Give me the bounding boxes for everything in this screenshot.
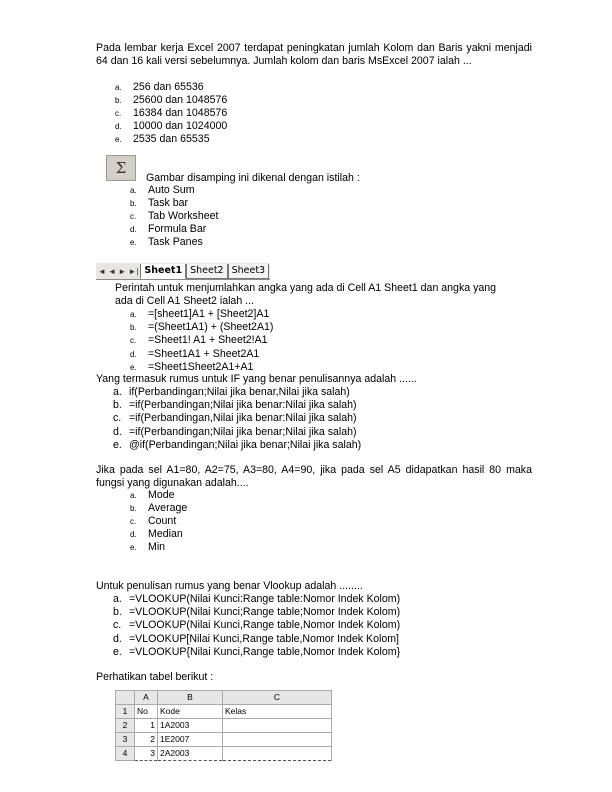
q6-option-b [113,606,400,619]
q5-option-d [130,528,187,541]
option-text: =VLOOKUP[Nilai Kunci,Range table,Nomor Indek Kolom] [129,632,399,645]
q1-option-c [115,107,227,120]
option-text: Auto Sum [148,184,195,196]
question-5-text: Jika pada sel A1=80, A2=75, A3=80, A4=90, jika pada sel A5 didapatkan hasil 80 maka fungsi yang digunakan adalah.... [96,464,532,489]
option-text: 25600 dan 1048576 [133,94,228,106]
table-cell [223,733,332,747]
question-4-options [113,386,361,452]
q1-option-b [115,94,227,107]
table-cell [223,719,332,733]
question-2-options [130,184,218,249]
option-text: =[sheet1]A1 + [Sheet2]A1 [148,308,270,320]
column-header: B [158,691,223,705]
option-letter: a. [113,593,122,605]
spreadsheet-table-image [115,690,332,761]
sheet-tab-3: Sheet3 [228,264,270,279]
option-text: =(Sheet1A1) + (Sheet2A1) [148,321,274,334]
option-letter: a. [113,386,122,398]
table-row [116,719,332,733]
table-cell: 3 [135,747,158,761]
option-letter: c. [130,336,137,346]
question-6-options [113,593,400,659]
option-text: =if(Perbandingan;Nilai jika benar:Nilai jika salah) [129,399,357,412]
question-3-options [130,308,273,374]
option-letter: b. [130,199,137,208]
row-header: 3 [116,733,135,747]
question-2-text: Gambar disamping ini dikenal dengan istilah : [146,172,360,184]
option-text: Median [148,528,183,540]
option-text: Formula Bar [148,223,207,235]
option-letter: d. [130,530,137,539]
q3-option-d [130,348,273,361]
option-letter: e. [115,135,122,144]
option-text: @if(Perbandingan;Nilai jika benar;Nilai jika salah) [129,438,362,451]
sheet-nav-arrows-icon: ◄ ◄ ► ►| [98,266,139,276]
option-text: =VLOOKUP{Nilai Kunci,Range table,Nomor Indek Kolom} [129,645,401,658]
option-text: =VLOOKUP(Nilai Kunci:Range table:Nomor Indek Kolom) [129,593,401,605]
q4-option-a [113,386,361,399]
question-4-text: Yang termasuk rumus untuk IF yang benar penulisannya adalah ...... [96,373,417,385]
option-letter: e. [113,438,122,451]
q3-option-c [130,334,273,347]
q1-option-a [115,81,227,94]
option-letter: d. [113,425,122,438]
option-text: Count [148,515,177,527]
q6-option-c [113,619,400,632]
table-cell: Kelas [223,705,332,719]
q4-option-e [113,439,361,452]
option-letter: c. [130,212,137,221]
option-letter: c. [113,619,122,632]
q4-option-b [113,399,361,412]
option-letter: d. [130,349,137,359]
q1-option-e [115,133,227,146]
option-letter: d. [130,225,137,234]
option-letter: a. [130,491,137,500]
q6-option-a [113,593,400,606]
question-7-text: Perhatikan tabel berikut : [96,671,214,683]
option-text: Tab Worksheet [148,210,219,222]
row-header: 1 [116,705,135,719]
option-letter: d. [113,632,122,645]
q2-option-c [130,210,218,223]
option-text: =if(Perbandingan;Nilai jika benar;Nilai jika salah) [129,425,357,438]
table-row [116,705,332,719]
q5-option-c [130,515,187,528]
option-letter: c. [113,412,122,425]
q2-option-b [130,197,218,210]
option-text: Min [148,541,166,553]
option-text: =VLOOKUP(Nilai Kunci;Range table;Nomor Indek Kolom) [129,606,401,619]
table-cell: 1E2007 [158,733,223,747]
table-cell: 2 [135,733,158,747]
column-header: A [135,691,158,705]
table-cell: No [135,705,158,719]
question-1-text: Pada lembar kerja Excel 2007 terdapat peningkatan jumlah Kolom dan Baris yakni menjadi 64 dan 16 kali versi sebelumnya. Jumlah kolom dan baris MsExcel 2007 ialah ... [96,42,532,67]
option-letter: a. [115,83,122,92]
option-letter: a. [130,310,137,319]
q4-option-c [113,412,361,425]
column-header: C [223,691,332,705]
question-5-options [130,489,187,554]
q2-option-d [130,223,218,236]
option-text: 10000 dan 1024000 [133,120,228,132]
option-text: =VLOOKUP(Nilai Kunci,Range table,Nomor Indek Kolom) [129,619,401,632]
option-letter: d. [115,122,122,131]
option-text: 256 dan 65536 [133,81,204,93]
row-header: 2 [116,719,135,733]
option-letter: e. [130,238,137,247]
table-cell: Kode [158,705,223,719]
q1-option-d [115,120,227,133]
q2-option-a [130,184,218,197]
option-letter: a. [130,186,137,195]
question-1-options [115,81,227,146]
question-3-text-line-1: Perintah untuk menjumlahkan angka yang ada di Cell A1 Sheet1 dan angka yang [115,282,497,294]
q5-option-e [130,541,187,554]
q3-option-b [130,321,273,334]
q5-option-a [130,489,187,502]
option-text: Task bar [148,197,189,209]
option-text: =if(Perbandingan,Nilai jika benar:Nilai jika salah) [129,412,357,425]
option-letter: c. [130,517,137,526]
table-cell: 1A2003 [158,719,223,733]
question-6-text: Untuk penulisan rumus yang benar Vlookup adalah ........ [96,580,363,592]
autosum-sigma-icon: Σ [106,155,136,181]
q4-option-d [113,426,361,439]
option-text: 2535 dan 65535 [133,133,210,145]
sheet-tabs-image [96,263,270,280]
option-text: =Sheet1A1 + Sheet2A1 [148,347,260,360]
option-letter: b. [115,96,122,105]
q6-option-d [113,633,400,646]
table-row [116,733,332,747]
option-text: Average [148,502,188,514]
option-text: 16384 dan 1048576 [133,107,228,119]
table-row [116,747,332,761]
column-header [116,691,135,705]
option-letter: b. [113,606,122,619]
q5-option-b [130,502,187,515]
option-letter: c. [115,109,122,118]
q3-option-e [130,361,273,374]
option-letter: b. [130,323,137,333]
option-letter: b. [130,504,137,513]
option-text: Task Panes [148,236,203,248]
option-text: Mode [148,489,175,501]
sheet-tab-1: Sheet1 [140,264,186,279]
table-cell [223,747,332,761]
table-cell: 1 [135,719,158,733]
question-3-text-line-2: ada di Cell A1 Sheet2 ialah ... [115,295,254,307]
q2-option-e [130,236,218,249]
option-letter: e. [130,362,137,372]
row-header: 4 [116,747,135,761]
sheet-tab-2: Sheet2 [186,264,228,279]
option-letter: e. [130,543,137,552]
option-text: =Sheet1! A1 + Sheet2!A1 [148,334,268,347]
option-text: if(Perbandingan;Nilai jika benar,Nilai jika salah) [129,386,350,398]
q6-option-e [113,646,400,659]
option-text: =Sheet1Sheet2A1+A1 [148,360,254,373]
option-letter: e. [113,645,122,658]
option-letter: b. [113,399,122,412]
q3-option-a [130,308,273,321]
table-cell: 2A2003 [158,747,223,761]
